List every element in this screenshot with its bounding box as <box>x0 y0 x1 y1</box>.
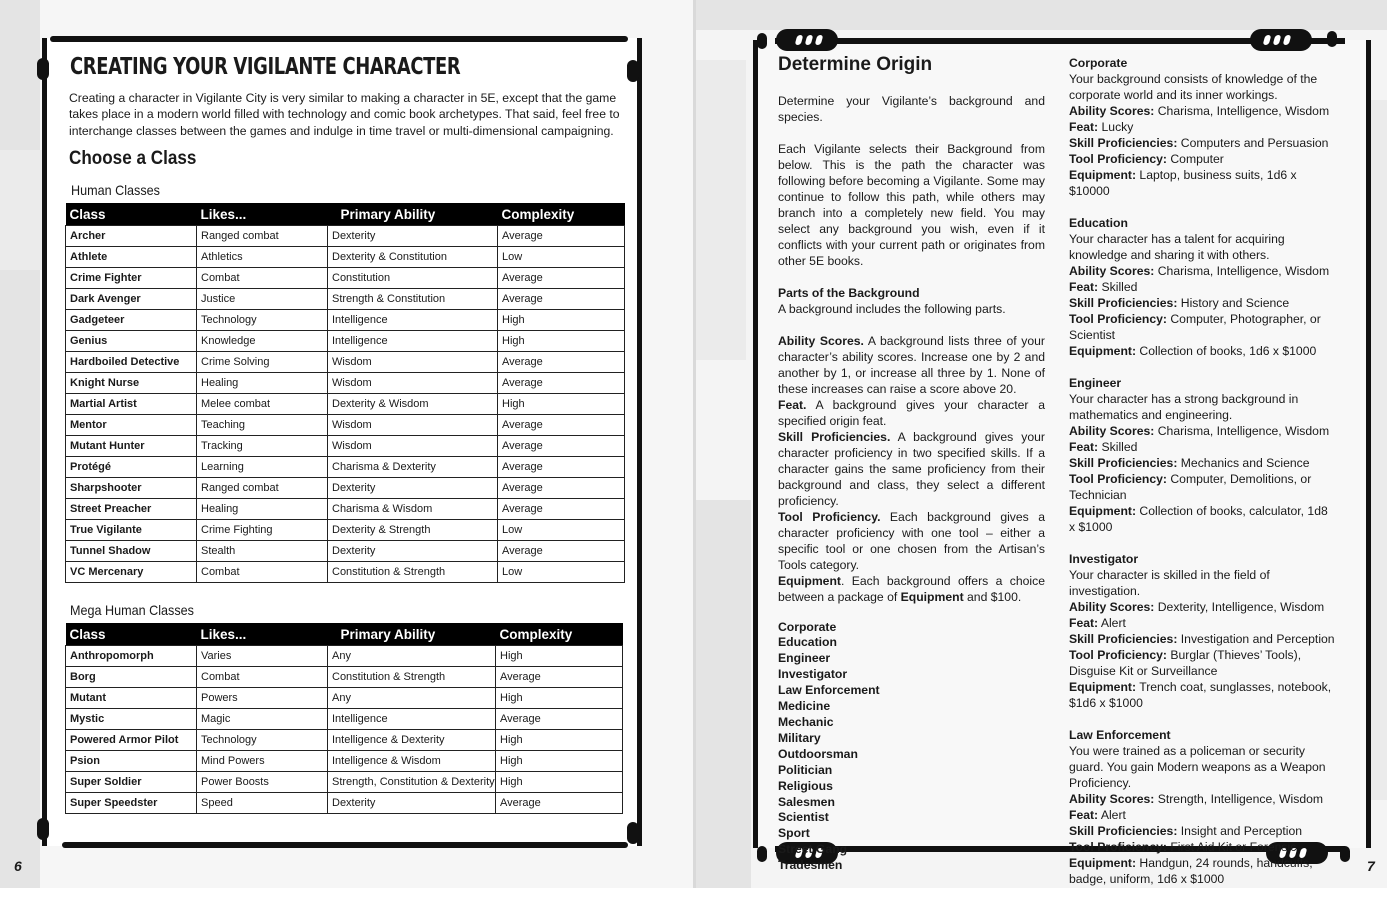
primary-ability-cell: Charisma & Wisdom <box>328 499 498 520</box>
table-row <box>66 457 625 478</box>
complexity-cell: Average <box>498 478 625 499</box>
frame-knob <box>627 60 639 82</box>
term-label: Skill Proficiencies. <box>778 429 891 444</box>
complexity-cell: Average <box>498 499 625 520</box>
entry-label: Equipment: <box>1069 856 1137 870</box>
decor-panel <box>696 500 751 888</box>
complexity-cell: Average <box>498 457 625 478</box>
entry-value: Charisma, Intelligence, Wisdom <box>1157 264 1330 278</box>
primary-ability-cell: Wisdom <box>328 373 498 394</box>
complexity-cell: Low <box>498 247 625 268</box>
likes-cell: Crime Fighting <box>197 520 328 541</box>
table-row <box>66 499 625 520</box>
entry-feat-row <box>1069 439 1337 455</box>
entry-label: Ability Scores: <box>1069 424 1155 438</box>
list-item: Military <box>778 730 821 745</box>
likes-cell: Varies <box>197 646 328 667</box>
complexity-cell: Average <box>496 709 623 730</box>
entry-value: Laptop, business suits, 1d6 x $10000 <box>1069 168 1297 198</box>
entry-label: Equipment: <box>1069 168 1137 182</box>
entry-description: You were trained as a policeman or security guard. You gain Modern weapons as a Weapon Proficiency. <box>1069 744 1326 790</box>
class-name-cell: Knight Nurse <box>66 373 197 394</box>
frame-knob <box>37 818 49 840</box>
class-name-cell: Mystic <box>66 709 197 730</box>
entry-value: Computers and Persuasion <box>1180 136 1329 150</box>
equipment-paragraph <box>778 573 1045 605</box>
primary-ability-cell: Constitution & Strength <box>328 667 496 688</box>
entry-feat-row <box>1069 807 1337 823</box>
primary-ability-cell: Intelligence & Dexterity <box>328 730 496 751</box>
entry-value: Computer <box>1170 152 1224 166</box>
page-number: 6 <box>14 858 22 874</box>
primary-ability-cell: Dexterity & Constitution <box>328 247 498 268</box>
intro-line: Determine your Vigilante’s background and species. <box>778 94 1045 124</box>
class-name-cell: Mutant <box>66 688 197 709</box>
entry-feat-row <box>1069 615 1337 631</box>
entry-value: Investigation and Perception <box>1180 632 1335 646</box>
likes-cell: Learning <box>197 457 328 478</box>
column-header-primary-ability: Primary Ability <box>328 623 496 646</box>
entry-name: Engineer <box>1069 376 1122 390</box>
class-name-cell: Super Soldier <box>66 772 197 793</box>
feat-paragraph <box>778 397 1045 429</box>
table-row <box>66 310 625 331</box>
frame-tick <box>1340 846 1350 862</box>
class-name-cell: VC Mercenary <box>66 562 197 583</box>
frame-knob <box>37 58 49 80</box>
table-header-row <box>66 623 623 646</box>
list-item: Corporate <box>778 619 837 634</box>
entry-skills-row <box>1069 823 1337 839</box>
primary-ability-cell: Dexterity <box>328 541 498 562</box>
list-item: Scientist <box>778 810 829 825</box>
complexity-cell: High <box>498 394 625 415</box>
complexity-cell: Average <box>498 226 625 247</box>
entry-description: Your character has a talent for acquiring knowledge and sharing it with others. <box>1069 232 1285 262</box>
tool-paragraph <box>778 509 1045 573</box>
background-entry <box>1069 551 1337 711</box>
entry-label: Tool Proficiency: <box>1069 312 1167 326</box>
entry-label: Feat: <box>1069 280 1099 294</box>
mega-classes-table <box>65 623 623 814</box>
entry-feat-row <box>1069 279 1337 295</box>
likes-cell: Power Boosts <box>197 772 328 793</box>
list-item: Engineer <box>778 651 831 666</box>
primary-ability-cell: Constitution & Strength <box>328 562 498 583</box>
parts-intro: A background includes the following parts. <box>778 301 1006 316</box>
column-header-complexity: Complexity <box>496 623 623 646</box>
entry-equipment-row <box>1069 503 1337 535</box>
entry-equipment-row <box>1069 167 1337 199</box>
class-name-cell: Hardboiled Detective <box>66 352 197 373</box>
likes-cell: Powers <box>197 688 328 709</box>
class-name-cell: Athlete <box>66 247 197 268</box>
entry-value: First Aid Kit or Forensic <box>1170 840 1297 854</box>
term-bold: Equipment <box>900 589 964 604</box>
class-name-cell: Genius <box>66 331 197 352</box>
background-entry <box>1069 215 1337 359</box>
entry-label: Equipment: <box>1069 680 1137 694</box>
entry-label: Skill Proficiencies: <box>1069 632 1178 646</box>
section-title: Determine Origin <box>778 54 933 75</box>
likes-cell: Stealth <box>197 541 328 562</box>
list-item: Politician <box>778 762 833 777</box>
frame-tick <box>1327 31 1337 47</box>
entry-value: Lucky <box>1101 120 1134 134</box>
term-text: Each background gives a character proficiency with one tool – either a specific tool or one chosen from the Artisan’s Tools category. <box>778 509 1046 572</box>
primary-ability-cell: Intelligence <box>328 310 498 331</box>
entry-tool-row <box>1069 647 1337 679</box>
entry-label: Tool Proficiency: <box>1069 152 1167 166</box>
primary-ability-cell: Intelligence <box>328 331 498 352</box>
entry-description: Your character has a strong background in mathematics and engineering. <box>1069 392 1299 422</box>
table-row <box>66 772 623 793</box>
entry-label: Tool Proficiency: <box>1069 840 1167 854</box>
likes-cell: Technology <box>197 310 328 331</box>
entry-skills-row <box>1069 631 1337 647</box>
entry-label: Skill Proficiencies: <box>1069 296 1178 310</box>
entry-label: Feat: <box>1069 120 1099 134</box>
primary-ability-cell: Constitution <box>328 268 498 289</box>
origin-column <box>778 93 1045 874</box>
entry-label: Ability Scores: <box>1069 792 1155 806</box>
skill-paragraph <box>778 429 1045 509</box>
class-name-cell: Tunnel Shadow <box>66 541 197 562</box>
table-row <box>66 373 625 394</box>
primary-ability-cell: Intelligence <box>328 709 496 730</box>
frame-top-bar <box>50 36 628 42</box>
entry-value: Computer, Photographer, or Scientist <box>1069 312 1321 342</box>
class-name-cell: Dark Avenger <box>66 289 197 310</box>
list-item: Education <box>778 635 837 650</box>
table-row <box>66 562 625 583</box>
entry-ability-row <box>1069 423 1337 439</box>
table-row <box>66 646 623 667</box>
decor-panel <box>696 0 1387 30</box>
entry-label: Feat: <box>1069 440 1099 454</box>
entry-value: Skilled <box>1101 280 1138 294</box>
list-item: Street Gang <box>778 842 848 857</box>
term-label: Equipment <box>778 573 841 588</box>
list-item: Sport <box>778 826 810 841</box>
entry-value: Charisma, Intelligence, Wisdom <box>1157 424 1330 438</box>
entry-ability-row <box>1069 791 1337 807</box>
primary-ability-cell: Intelligence & Wisdom <box>328 751 496 772</box>
table-row <box>66 520 625 541</box>
mega-classes-heading: Mega Human Classes <box>70 602 194 618</box>
list-item: Salesmen <box>778 794 835 809</box>
table-row <box>66 541 625 562</box>
entry-value: Handgun, 24 rounds, handcuffs, badge, uniform, 1d6 x $1000 <box>1069 856 1313 886</box>
term-text: A background lists three of your character’s ability scores. Increase one by 2 and another by 1, or increase all three by 1. None of these increases can raise a score above 20. <box>778 333 1045 396</box>
term-text: and $100. <box>963 589 1022 604</box>
entry-equipment-row <box>1069 343 1337 359</box>
likes-cell: Mind Powers <box>197 751 328 772</box>
primary-ability-cell: Dexterity <box>328 793 496 814</box>
class-name-cell: True Vigilante <box>66 520 197 541</box>
table-row <box>66 247 625 268</box>
entry-value: History and Science <box>1180 296 1290 310</box>
column-header-class: Class <box>66 203 197 226</box>
entry-label: Ability Scores: <box>1069 104 1155 118</box>
list-item: Law Enforcement <box>778 683 880 698</box>
entry-description: Your background consists of knowledge of the corporate world and its inner workings. <box>1069 72 1318 102</box>
term-label: Ability Scores. <box>778 333 864 348</box>
background-list <box>778 620 1045 875</box>
entry-value: Alert <box>1100 616 1126 630</box>
background-description: Each Vigilante selects their Background from below. This is the path the character was following before becoming a Vigilante. Some may continue to follow this path, while others may branch into a completely new field. You may select any background you wish, even if it conflicts with your current path or originates from other 5E books. <box>778 141 1045 268</box>
table-row <box>66 289 625 310</box>
table-row <box>66 709 623 730</box>
choose-class-heading: Choose a Class <box>69 148 197 169</box>
entry-value: Computer, Demolitions, or Technician <box>1069 472 1312 502</box>
class-name-cell: Anthropomorph <box>66 646 197 667</box>
primary-ability-cell: Any <box>328 688 496 709</box>
entry-equipment-row <box>1069 679 1337 711</box>
complexity-cell: Average <box>498 289 625 310</box>
class-name-cell: Street Preacher <box>66 499 197 520</box>
list-item: Religious <box>778 778 833 793</box>
table-row <box>66 331 625 352</box>
complexity-cell: High <box>498 331 625 352</box>
complexity-cell: Average <box>496 667 623 688</box>
likes-cell: Athletics <box>197 247 328 268</box>
entry-feat-row <box>1069 119 1337 135</box>
entry-label: Skill Proficiencies: <box>1069 824 1178 838</box>
frame-tick <box>757 846 767 862</box>
decor-panel <box>696 60 746 360</box>
entry-value: Burglar (Thieves’ Tools), Disguise Kit or Surveillance <box>1069 648 1302 678</box>
entry-value: Dexterity, Intelligence, Wisdom <box>1157 600 1325 614</box>
entry-value: Collection of books, 1d6 x $1000 <box>1139 344 1317 358</box>
class-name-cell: Psion <box>66 751 197 772</box>
complexity-cell: High <box>496 646 623 667</box>
likes-cell: Tracking <box>197 436 328 457</box>
background-entry <box>1069 55 1337 199</box>
background-entry <box>1069 375 1337 535</box>
table-row <box>66 751 623 772</box>
frame-knob <box>627 822 639 844</box>
entry-label: Skill Proficiencies: <box>1069 136 1178 150</box>
entry-name: Education <box>1069 216 1128 230</box>
entry-value: Skilled <box>1101 440 1138 454</box>
entry-ability-row <box>1069 263 1337 279</box>
entry-label: Feat: <box>1069 616 1099 630</box>
class-name-cell: Gadgeteer <box>66 310 197 331</box>
page-title: CREATING YOUR VIGILANTE CHARACTER <box>70 54 461 80</box>
complexity-cell: Average <box>498 373 625 394</box>
primary-ability-cell: Charisma & Dexterity <box>328 457 498 478</box>
entry-skills-row <box>1069 135 1337 151</box>
likes-cell: Technology <box>197 730 328 751</box>
primary-ability-cell: Wisdom <box>328 415 498 436</box>
column-header-primary-ability: Primary Ability <box>328 203 498 226</box>
primary-ability-cell: Strength, Constitution & Dexterity <box>328 772 496 793</box>
frame-pill <box>1250 29 1312 51</box>
entry-name: Investigator <box>1069 552 1139 566</box>
decor-panel <box>0 0 40 888</box>
table-row <box>66 478 625 499</box>
list-item: Investigator <box>778 667 848 682</box>
entry-description: Your character is skilled in the field of investigation. <box>1069 568 1270 598</box>
complexity-cell: High <box>496 730 623 751</box>
entry-label: Skill Proficiencies: <box>1069 456 1178 470</box>
primary-ability-cell: Dexterity & Wisdom <box>328 394 498 415</box>
entry-label: Equipment: <box>1069 504 1137 518</box>
entry-tool-row <box>1069 311 1337 343</box>
entry-value: Mechanics and Science <box>1180 456 1310 470</box>
class-name-cell: Borg <box>66 667 197 688</box>
column-header-complexity: Complexity <box>498 203 625 226</box>
entry-label: Tool Proficiency: <box>1069 648 1167 662</box>
table-row <box>66 793 623 814</box>
likes-cell: Combat <box>197 268 328 289</box>
table-row <box>66 268 625 289</box>
complexity-cell: High <box>498 310 625 331</box>
list-item: Tradesmen <box>778 858 843 873</box>
class-name-cell: Powered Armor Pilot <box>66 730 197 751</box>
entry-ability-row <box>1069 599 1337 615</box>
entry-label: Equipment: <box>1069 344 1137 358</box>
intro-paragraph: Creating a character in Vigilante City is very similar to making a character in 5E, except that the game takes place in a modern world filled with technology and comic book archetypes. That said, feel free to interchange classes between the games and indulge in time travel or multi-dimensional campaigning. <box>69 91 620 138</box>
parts-heading: Parts of the Background <box>778 285 920 300</box>
table-row <box>66 688 623 709</box>
entry-value: Collection of books, calculator, 1d8 x $1000 <box>1069 504 1328 534</box>
frame-tick <box>757 33 767 49</box>
frame-bottom-bar <box>62 842 628 848</box>
entry-tool-row <box>1069 471 1337 503</box>
entry-label: Ability Scores: <box>1069 600 1155 614</box>
entry-skills-row <box>1069 455 1337 471</box>
entry-value: Strength, Intelligence, Wisdom <box>1157 792 1324 806</box>
table-row <box>66 394 625 415</box>
complexity-cell: Average <box>498 352 625 373</box>
primary-ability-cell: Any <box>328 646 496 667</box>
likes-cell: Ranged combat <box>197 478 328 499</box>
class-name-cell: Mutant Hunter <box>66 436 197 457</box>
term-label: Feat. <box>778 397 807 412</box>
likes-cell: Justice <box>197 289 328 310</box>
human-classes-table <box>65 203 625 583</box>
background-entry <box>1069 727 1337 887</box>
complexity-cell: Low <box>498 562 625 583</box>
human-classes-heading: Human Classes <box>71 182 160 198</box>
class-name-cell: Archer <box>66 226 197 247</box>
likes-cell: Melee combat <box>197 394 328 415</box>
entry-label: Tool Proficiency: <box>1069 472 1167 486</box>
term-text: A background gives your character a specified origin feat. <box>778 397 1045 428</box>
background-entries <box>1069 55 1337 903</box>
class-name-cell: Super Speedster <box>66 793 197 814</box>
column-header-likes: Likes... <box>197 203 328 226</box>
list-item: Outdoorsman <box>778 746 858 761</box>
table-header-row <box>66 203 625 226</box>
class-name-cell: Mentor <box>66 415 197 436</box>
entry-value: Trench coat, sunglasses, notebook, $1d6 x $1000 <box>1069 680 1332 710</box>
ability-scores-paragraph <box>778 333 1045 397</box>
entry-label: Ability Scores: <box>1069 264 1155 278</box>
primary-ability-cell: Wisdom <box>328 436 498 457</box>
table-row <box>66 436 625 457</box>
entry-tool-row <box>1069 839 1337 855</box>
term-label: Tool Proficiency. <box>778 509 881 524</box>
entry-label: Feat: <box>1069 808 1099 822</box>
complexity-cell: Average <box>498 268 625 289</box>
entry-tool-row <box>1069 151 1337 167</box>
likes-cell: Knowledge <box>197 331 328 352</box>
table-row <box>66 226 625 247</box>
likes-cell: Magic <box>197 709 328 730</box>
entry-value: Charisma, Intelligence, Wisdom <box>1157 104 1330 118</box>
entry-equipment-row <box>1069 855 1337 887</box>
table-row <box>66 415 625 436</box>
list-item: Medicine <box>778 699 831 714</box>
complexity-cell: High <box>496 772 623 793</box>
entry-skills-row <box>1069 295 1337 311</box>
entry-name: Corporate <box>1069 56 1128 70</box>
likes-cell: Teaching <box>197 415 328 436</box>
likes-cell: Combat <box>197 562 328 583</box>
term-text: . Each background offers a choice between a package of <box>778 573 1045 604</box>
entry-value: Alert <box>1100 808 1126 822</box>
entry-ability-row <box>1069 103 1337 119</box>
primary-ability-cell: Dexterity & Strength <box>328 520 498 541</box>
table-row <box>66 352 625 373</box>
primary-ability-cell: Dexterity <box>328 226 498 247</box>
class-name-cell: Martial Artist <box>66 394 197 415</box>
likes-cell: Combat <box>197 667 328 688</box>
class-name-cell: Sharpshooter <box>66 478 197 499</box>
complexity-cell: Average <box>498 415 625 436</box>
primary-ability-cell: Wisdom <box>328 352 498 373</box>
complexity-cell: High <box>496 751 623 772</box>
likes-cell: Healing <box>197 499 328 520</box>
class-name-cell: Crime Fighter <box>66 268 197 289</box>
primary-ability-cell: Strength & Constitution <box>328 289 498 310</box>
entry-name: Law Enforcement <box>1069 728 1171 742</box>
column-header-likes: Likes... <box>197 623 328 646</box>
column-header-class: Class <box>66 623 197 646</box>
likes-cell: Speed <box>197 793 328 814</box>
term-text: A background gives your character proficiency in two specified skills. If a character gains the same proficiency from their background and class, they select a different proficiency. <box>778 429 1045 508</box>
page-number: 7 <box>1367 858 1375 874</box>
complexity-cell: Low <box>498 520 625 541</box>
complexity-cell: Average <box>498 541 625 562</box>
class-name-cell: Protégé <box>66 457 197 478</box>
table-row <box>66 730 623 751</box>
entry-value: Insight and Perception <box>1180 824 1303 838</box>
list-item: Mechanic <box>778 715 834 729</box>
complexity-cell: Average <box>498 436 625 457</box>
likes-cell: Healing <box>197 373 328 394</box>
likes-cell: Ranged combat <box>197 226 328 247</box>
primary-ability-cell: Dexterity <box>328 478 498 499</box>
table-row <box>66 667 623 688</box>
likes-cell: Crime Solving <box>197 352 328 373</box>
complexity-cell: High <box>496 688 623 709</box>
complexity-cell: Average <box>496 793 623 814</box>
